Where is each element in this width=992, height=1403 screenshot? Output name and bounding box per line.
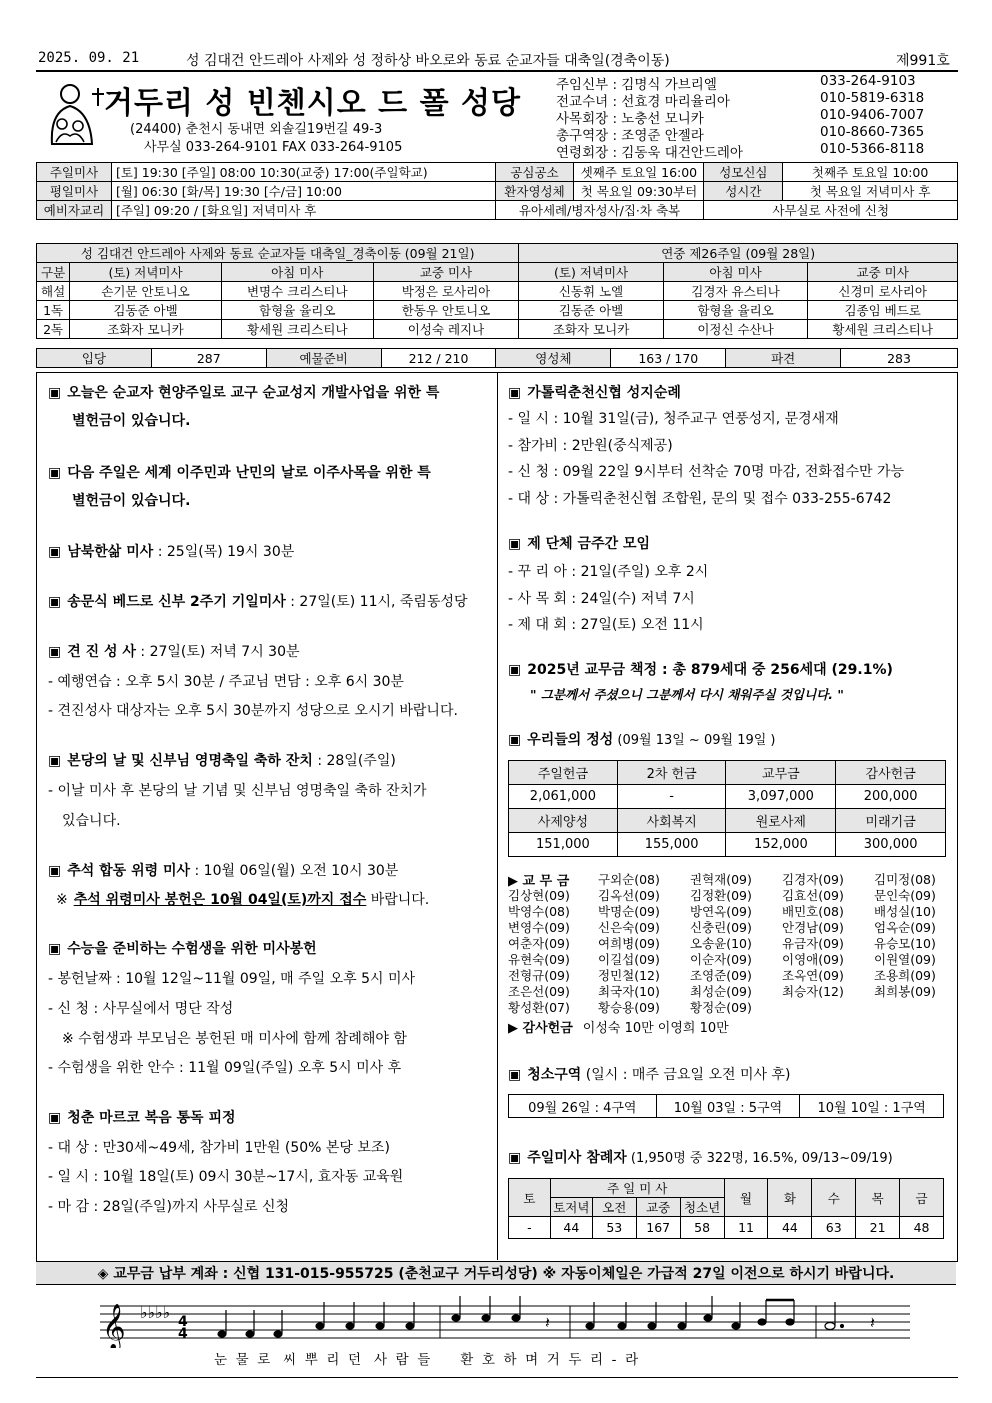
hymn-lyrics: 눈 물 로 씨 뿌 리 던 사 람 들 환 호 하 며 거 두 리 - 라 [214, 1352, 639, 1368]
dues-name: 신충린(09) [690, 920, 752, 935]
parish-office: 사무실 033-264-9101 FAX 033-264-9105 [144, 140, 403, 155]
notice-chuseok-mass [48, 860, 398, 880]
holy-label: 공심공소 [495, 163, 574, 182]
dues-name: 김미정(08) [874, 872, 936, 887]
notice-title: 가톨릭춘천신협 성지순례 [527, 385, 681, 401]
sunday-mass-label: 주일미사 [37, 163, 112, 182]
dues-name: 김상현(09) [508, 888, 570, 903]
duty-value: 212 / 210 [381, 349, 496, 368]
att-subheader: 오전 [592, 1198, 636, 1217]
offering-value: 155,000 [617, 833, 726, 857]
svg-text:𝄞: 𝄞 [102, 1304, 126, 1348]
checkbox-square-icon: ▣ [508, 732, 522, 748]
offering-header: 2차 헌금 [617, 761, 726, 785]
dues-name: 유금자(09) [782, 936, 844, 951]
roster-col: 아침 미사 [663, 263, 808, 282]
att-subheader: 토저녁 [550, 1198, 592, 1217]
roster-row-label: 2독 [37, 320, 70, 339]
dues-name: 박명순(09) [598, 904, 660, 919]
dues-name: 최승자(12) [782, 984, 844, 999]
notice-dues-assessment [508, 659, 893, 679]
roster-row-label: 해설 [37, 282, 70, 301]
dues-name: 권혁재(09) [690, 872, 752, 887]
att-header: 주 일 미 사 [550, 1179, 724, 1198]
roster-cell: 조화자 모니카 [70, 320, 222, 339]
notice-text: (09월 13일 ~ 09월 19일 ) [613, 733, 776, 748]
att-header: 월 [724, 1179, 768, 1217]
checkbox-square-icon: ▣ [48, 941, 62, 957]
offering-value: 300,000 [836, 833, 946, 857]
dues-list [508, 870, 948, 1015]
checkbox-square-icon: ▣ [48, 594, 62, 610]
notice-emphasis: 추석 위령미사 봉헌은 10월 04일(토)까지 접수 [73, 892, 367, 908]
dues-name: 김경자(09) [782, 872, 844, 887]
notice-line: - 이날 미사 후 본당의 날 기념 및 신부님 영명축일 축하 잔치가 [48, 783, 427, 799]
att-header: 화 [768, 1179, 812, 1217]
svg-text:4: 4 [178, 1326, 188, 1342]
att-value: 63 [812, 1217, 856, 1239]
att-value: 21 [856, 1217, 900, 1239]
notice-confirmation [48, 641, 300, 661]
sick-communion-time: 첫 목요일 09:30부터 [574, 182, 704, 201]
adoration-label: 성모신심 [704, 163, 783, 182]
offering-header: 사제양성 [509, 809, 618, 833]
dues-name: 조용희(09) [874, 968, 936, 983]
notice-title: 본당의 날 및 신부님 영명축일 축하 잔치 [67, 753, 313, 769]
staff-phone: 010-9406-7007 [820, 107, 925, 123]
roster-col: 아침 미사 [221, 263, 373, 282]
dues-name: 문인숙(09) [874, 888, 936, 903]
dues-name: 황승용(09) [598, 1000, 660, 1015]
notice-line: ※ 수험생과 부모님은 봉헌된 매 미사에 함께 참례해야 함 [62, 1031, 407, 1047]
notice-collection-2 [48, 462, 431, 482]
att-value: 167 [636, 1217, 680, 1239]
roster-cell: 김동준 아벨 [70, 301, 222, 320]
notice-text: : 27일(토) 저녁 7시 30분 [135, 644, 300, 660]
catechumen-label: 예비자교리 [37, 201, 112, 220]
notice-line: - 꾸 리 아 : 21일(주일) 오후 2시 [508, 564, 709, 580]
notice-attendance [508, 1147, 893, 1167]
duty-label: 입당 [37, 349, 152, 368]
checkbox-square-icon: ▣ [48, 644, 62, 660]
dues-name: 변영수(09) [508, 920, 570, 935]
roster-cell: 신경미 로사리아 [808, 282, 958, 301]
roster-cell: 조화자 모니카 [519, 320, 663, 339]
notice-title: 주일미사 참례자 [527, 1150, 627, 1166]
staff-phone: 033-264-9103 [820, 73, 916, 89]
offering-header: 감사헌금 [836, 761, 946, 785]
duty-value: 163 / 170 [611, 349, 726, 368]
roster-row-label: 1독 [37, 301, 70, 320]
checkbox-square-icon: ▣ [48, 863, 62, 879]
svg-text:4: 4 [178, 1314, 188, 1330]
roster-cell: 황세원 크리스티나 [808, 320, 958, 339]
thanks-label: ▶ 감사헌금 [508, 1021, 573, 1036]
notice-line [56, 889, 429, 909]
att-header: 금 [900, 1179, 944, 1217]
checkbox-square-icon: ▣ [508, 662, 522, 678]
roster-col-label: 구분 [37, 263, 70, 282]
notice-title: 청소구역 [527, 1067, 582, 1083]
att-subheader: 교중 [636, 1198, 680, 1217]
notice-title: 남북한삶 미사 [67, 544, 154, 560]
dues-name: 조은선(09) [508, 984, 570, 999]
dues-name: 방연옥(09) [690, 904, 752, 919]
notice-collection-1 [48, 382, 439, 402]
roster-cell: 함형율 율리오 [663, 301, 808, 320]
dues-name: 김옥선(09) [598, 888, 660, 903]
reference-mark: ※ [56, 892, 68, 908]
dues-name: 김효선(09) [782, 888, 844, 903]
notice-line: - 수험생을 위한 안수 : 11월 09일(주일) 오후 5시 미사 후 [48, 1060, 402, 1076]
staff-row [556, 141, 956, 161]
dues-name: 이길섭(09) [598, 952, 660, 967]
checkbox-square-icon: ▣ [48, 753, 62, 769]
notice-peace-mass [48, 541, 294, 561]
offering-value: 152,000 [726, 833, 836, 857]
weekday-mass-times: [월] 06:30 [화/목] 19:30 [수/금] 10:00 [111, 182, 495, 201]
notice-line: - 마 감 : 28일(주일)까지 사무실로 신청 [48, 1199, 290, 1215]
dues-name: 최희봉(09) [874, 984, 936, 999]
parish-name: 거두리 성 빈첸시오 드 폴 성당 [104, 86, 521, 121]
notice-cleaning [508, 1064, 790, 1084]
holy-hour-time: 첫 목요일 저녁미사 후 [783, 182, 958, 201]
notice-line: - 예행연습 : 오후 5시 30분 / 주교님 면담 : 오후 6시 30분 [48, 674, 404, 690]
roster-cell: 변명수 크리스티나 [221, 282, 373, 301]
dues-name: 유승모(10) [874, 936, 936, 951]
dues-name: 오송윤(10) [690, 936, 752, 951]
att-value: 44 [550, 1217, 592, 1239]
roster-cell: 김동준 아벨 [519, 301, 663, 320]
offering-value: 3,097,000 [726, 785, 836, 809]
checkbox-square-icon: ▣ [48, 465, 62, 481]
notice-line: - 사 목 회 : 24일(수) 저녁 7시 [508, 591, 695, 607]
notice-line: - 신 청 : 사무실에서 명단 작성 [48, 1001, 234, 1017]
svg-text:𝄽: 𝄽 [545, 1313, 550, 1332]
notice-line: - 일 시 : 10월 31일(금), 청주교구 연풍성지, 문경새재 [508, 411, 839, 427]
feast-title: 성 김대건 안드레아 사제와 성 정하상 바오로와 동료 순교자들 대축일(경축이동) [186, 53, 670, 69]
att-header: 수 [812, 1179, 856, 1217]
notice-title: 청춘 마르코 복음 통독 피정 [67, 1110, 236, 1126]
dues-name: 여춘자(09) [508, 936, 570, 951]
notice-text: : 27일(토) 11시, 죽림동성당 [285, 594, 468, 610]
account-banner: ◈ 교무금 납부 계좌 : 신협 131-015-955725 (춘천교구 거두리성당) ※ 자동이체일은 가급적 27일 이전으로 하시기 바랍니다. [36, 1262, 956, 1285]
svg-text:♭♭♭♭: ♭♭♭♭ [140, 1303, 171, 1322]
notice-text: 다음 주일은 세계 이주민과 난민의 날로 이주사목을 위한 특 [67, 465, 431, 481]
notice-line: - 제 대 회 : 27일(토) 오전 11시 [508, 617, 704, 633]
sick-communion-label: 환자영성체 [495, 182, 574, 201]
att-subheader: 청소년 [680, 1198, 724, 1217]
offering-header: 미래기금 [836, 809, 946, 833]
dues-name: 조영준(09) [690, 968, 752, 983]
roster-col: 교중 미사 [808, 263, 958, 282]
checkbox-square-icon: ▣ [508, 1150, 522, 1166]
notice-text: : 10월 06일(월) 오전 10시 30분 [190, 863, 399, 879]
dues-name: 유현숙(09) [508, 952, 570, 967]
checkbox-square-icon: ▣ [48, 385, 62, 401]
thanks-offering [508, 1017, 729, 1036]
notice-title: 견 진 성 사 [67, 644, 136, 660]
svg-text:𝄽: 𝄽 [870, 1313, 875, 1332]
roster-cell: 박정은 로사리아 [373, 282, 519, 301]
att-value: 58 [680, 1217, 724, 1239]
dues-name: 이영애(09) [782, 952, 844, 967]
roster-cell: 김경자 유스티나 [663, 282, 808, 301]
staff-role: 사목회장 : 노충선 모니카 [556, 111, 704, 127]
dues-name: 안경남(09) [782, 920, 844, 935]
dues-name: 배민호(08) [782, 904, 844, 919]
offering-value: 151,000 [509, 833, 618, 857]
dues-name: 박영수(08) [508, 904, 570, 919]
roster-cell: 한동우 안토니오 [373, 301, 519, 320]
dues-name: 정민철(12) [598, 968, 660, 983]
staff-phone: 010-8660-7365 [820, 124, 925, 140]
att-value: 44 [768, 1217, 812, 1239]
att-value: - [509, 1217, 551, 1239]
parish-logo [42, 80, 104, 146]
notice-line: - 일 시 : 10월 18일(토) 09시 30분~17시, 효자동 교육원 [48, 1169, 404, 1185]
offerings-table [508, 760, 946, 857]
dues-name: 김정환(09) [690, 888, 752, 903]
parish-address: (24400) 춘천시 동내면 외솔길19번길 49-3 [130, 122, 383, 137]
notice-pilgrimage [508, 382, 681, 402]
dues-name: 황성환(07) [508, 1000, 570, 1015]
dues-name: 전형규(09) [508, 968, 570, 983]
dues-name: 이순자(09) [690, 952, 752, 967]
issue-date: 2025. 09. 21 [38, 50, 140, 66]
holy-hour-label: 성시간 [704, 182, 783, 201]
attendance-table [508, 1178, 944, 1239]
notice-exam-mass [48, 938, 317, 958]
adoration-time: 첫째주 토요일 10:00 [783, 163, 958, 182]
notice-parish-day [48, 750, 396, 770]
duty-label: 영성체 [496, 349, 611, 368]
roster-left-title: 성 김대건 안드레아 사제와 동료 순교자들 대축일_경축이동 (09월 21일) [37, 244, 519, 263]
notice-line: - 봉헌날짜 : 10월 12일~11월 09일, 매 주일 오후 5시 미사 [48, 971, 415, 987]
dues-name: 구외순(08) [598, 872, 660, 887]
column-divider [497, 372, 498, 1260]
notice-title: 추석 합동 위령 미사 [67, 863, 191, 879]
notice-text: (1,950명 중 322명, 16.5%, 09/13~09/19) [626, 1151, 893, 1166]
checkbox-square-icon: ▣ [508, 1067, 522, 1083]
offertory-duty-table [36, 348, 958, 368]
staff-role: 주임신부 : 김명식 가브리엘 [556, 77, 717, 93]
checkbox-square-icon: ▣ [508, 536, 522, 552]
notice-title: 수능을 준비하는 수험생을 위한 미사봉헌 [67, 941, 317, 957]
dues-label: ▶ 교 무 금 [508, 874, 570, 889]
staff-role: 전교수녀 : 선효경 마리율리아 [556, 94, 730, 110]
offering-header: 주일헌금 [509, 761, 618, 785]
roster-cell: 함형율 율리오 [221, 301, 373, 320]
dues-name: 신은숙(09) [598, 920, 660, 935]
notice-text: : 25일(목) 19시 30분 [153, 544, 295, 560]
notice-title: 송문식 베드로 신부 2주기 기일미사 [67, 594, 286, 610]
checkbox-square-icon: ▣ [48, 1110, 62, 1126]
roster-cell: 신동휘 노엘 [519, 282, 663, 301]
dues-name: 조옥연(09) [782, 968, 844, 983]
dues-name: 여희병(09) [598, 936, 660, 951]
notice-text: 오늘은 순교자 현양주일로 교구 순교성지 개발사업을 위한 특 [67, 385, 440, 401]
checkbox-square-icon: ▣ [508, 385, 522, 401]
offering-value: - [617, 785, 726, 809]
notice-memorial-mass [48, 591, 468, 611]
offering-header: 사회복지 [617, 809, 726, 833]
duty-value: 287 [151, 349, 266, 368]
att-header: 토 [509, 1179, 551, 1217]
roster-cell: 이정신 수산나 [663, 320, 808, 339]
notice-line: - 대 상 : 만30세~49세, 참가비 1만원 (50% 본당 보조) [48, 1140, 390, 1156]
notice-line: - 신 청 : 09월 22일 9시부터 선착순 70명 마감, 전화접수만 가능 [508, 464, 905, 480]
att-value: 48 [900, 1217, 944, 1239]
notice-collection-2b: 별헌금이 있습니다. [72, 493, 191, 509]
notice-collection-1b: 별헌금이 있습니다. [72, 413, 191, 429]
dues-name: 배성실(10) [874, 904, 936, 919]
notice-line: - 대 상 : 가톨릭춘천신협 조합원, 문의 및 접수 033-255-6742 [508, 491, 892, 507]
roster-cell: 손기문 안토니오 [70, 282, 222, 301]
sacrament-info: 사무실로 사전에 신청 [704, 201, 958, 220]
notice-text: 바랍니다. [366, 892, 430, 908]
offering-value: 2,061,000 [509, 785, 618, 809]
catechumen-times: [주일] 09:20 / [화요일] 저녁미사 후 [111, 201, 495, 220]
duty-label: 예물준비 [266, 349, 381, 368]
thanks-text: 이성숙 10만 이영희 10만 [582, 1021, 729, 1036]
cleaning-cell: 09월 26일 : 4구역 [509, 1095, 657, 1118]
dues-name: 최국자(10) [598, 984, 660, 999]
cleaning-cell: 10월 10일 : 1구역 [800, 1095, 944, 1118]
notice-offerings [508, 729, 776, 749]
saint-figure-icon [42, 80, 104, 146]
liturgy-roster-table [36, 243, 958, 339]
notice-group-meetings [508, 533, 650, 553]
staff-phone: 010-5366-8118 [820, 141, 925, 157]
notice-title: 2025년 교무금 책정 : 총 879세대 중 256세대 (29.1%) [527, 662, 893, 678]
att-value: 53 [592, 1217, 636, 1239]
notice-retreat [48, 1107, 236, 1127]
roster-col: (토) 저녁미사 [519, 263, 663, 282]
roster-col: 교중 미사 [373, 263, 519, 282]
music-staff [100, 1296, 910, 1348]
offering-value: 200,000 [836, 785, 946, 809]
notice-title: 우리들의 정성 [527, 732, 614, 748]
cleaning-cell: 10월 03일 : 5구역 [656, 1095, 800, 1118]
notice-line: - 견진성사 대상자는 오후 5시 30분까지 성당으로 오시기 바랍니다. [48, 703, 458, 719]
dues-name: 이원열(09) [874, 952, 936, 967]
weekday-mass-label: 평일미사 [37, 182, 112, 201]
dues-name: 황정순(09) [690, 1000, 752, 1015]
issue-number: 제991호 [896, 53, 950, 69]
cleaning-table [508, 1094, 944, 1118]
sunday-mass-times: [토] 19:30 [주일] 08:00 10:30(교중) 17:00(주일학교) [111, 163, 495, 182]
dues-name: 엄옥순(09) [874, 920, 936, 935]
notice-title: 제 단체 금주간 모임 [527, 536, 651, 552]
att-value: 11 [724, 1217, 768, 1239]
notice-line: - 참가비 : 2만원(중식제공) [508, 438, 673, 454]
mass-schedule-table [36, 162, 958, 220]
staff-phone: 010-5819-6318 [820, 90, 925, 106]
roster-cell: 이성숙 레지나 [373, 320, 519, 339]
staff-role: 연령회장 : 김동욱 대건안드레아 [556, 145, 743, 161]
dues-name: 최성순(09) [690, 984, 752, 999]
dues-quote: " 그분께서 주셨으니 그분께서 다시 채워주실 것입니다. " [530, 687, 844, 702]
notice-line: 있습니다. [62, 813, 121, 829]
roster-right-title: 연중 제26주일 (09월 28일) [519, 244, 958, 263]
sacrament-label: 유아세례/병자성사/집·차 축복 [495, 201, 704, 220]
staff-role: 총구역장 : 조영준 안젤라 [556, 128, 704, 144]
notice-text: : 28일(주일) [312, 753, 396, 769]
att-header: 목 [856, 1179, 900, 1217]
offering-header: 교무금 [726, 761, 836, 785]
roster-cell: 김종임 베드로 [808, 301, 958, 320]
music-notes-icon [100, 1296, 910, 1348]
checkbox-square-icon: ▣ [48, 544, 62, 560]
duty-value: 283 [841, 349, 958, 368]
duty-label: 파견 [726, 349, 841, 368]
holy-time: 셋째주 토요일 16:00 [574, 163, 704, 182]
offering-header: 원로사제 [726, 809, 836, 833]
roster-col: (토) 저녁미사 [70, 263, 222, 282]
roster-cell: 황세원 크리스티나 [221, 320, 373, 339]
notice-text: (일시 : 매주 금요일 오전 미사 후) [581, 1067, 791, 1083]
